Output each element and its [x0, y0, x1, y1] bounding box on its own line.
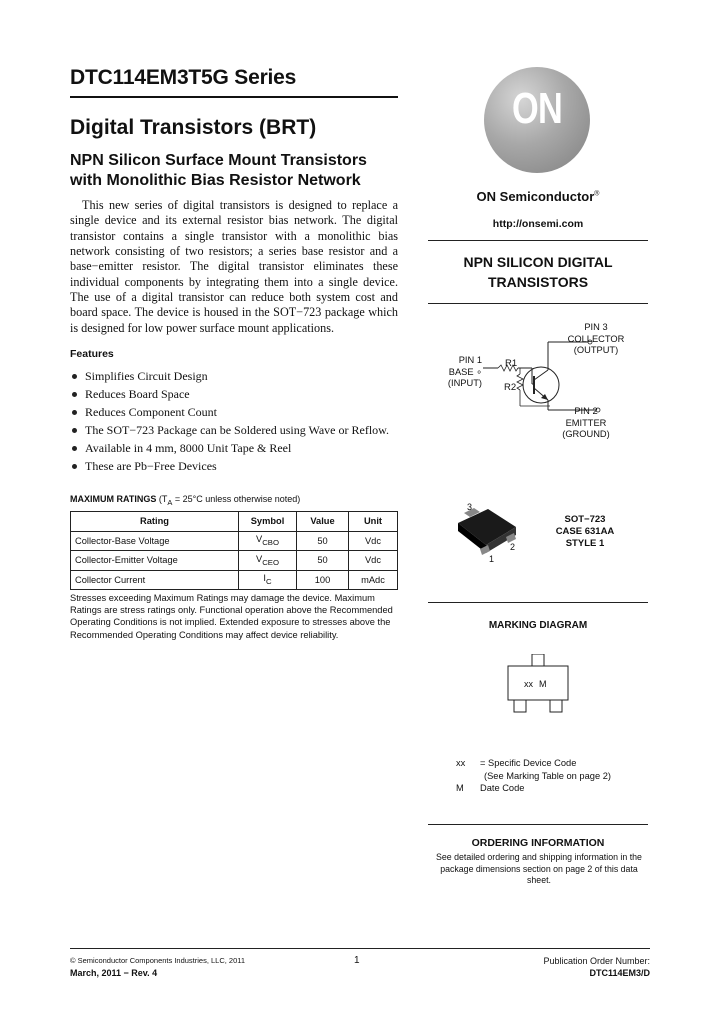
bullet-icon — [72, 428, 77, 433]
table-row — [71, 551, 398, 571]
ordering-text: See detailed ordering and shipping information in the package dimensions section on page 2 of this data sheet. — [436, 852, 642, 885]
pub-label: Publication Order Number: — [543, 956, 650, 966]
sot723-package-icon — [440, 495, 540, 565]
intro-text: This new series of digital transistors is designed to replace a single device and its external resistor bias network. The digital transistor contains a single transistor with a monolithic bias network consisting of two resistors; a series base resistor and a base−emitter resistor. The digital transistor eliminates these individual components by integrating them into a single device. The use of a digital transistor can reduce both system cost and board space. The device is housed in the SOT−723 package which is designed for low power surface mount applications. — [70, 198, 398, 335]
cell-unit: Vdc — [349, 551, 398, 571]
pin1-label — [438, 355, 482, 390]
legend-text: (See Marking Table on page 2) — [484, 770, 611, 781]
page-subtitle — [70, 151, 410, 191]
symbol-main: V — [256, 553, 263, 564]
features-list — [70, 367, 400, 475]
feature-text: Available in 4 mm, 8000 Unit Tape & Reel — [85, 440, 292, 455]
features-heading: Features — [70, 348, 114, 360]
package-style: STYLE 1 — [565, 538, 605, 549]
cell-unit: mAdc — [349, 570, 398, 590]
cell-unit: Vdc — [349, 531, 398, 551]
divider — [428, 303, 648, 304]
series-title: DTC114EM3T5G Series — [70, 66, 297, 89]
pin3-name: COLLECTOR — [567, 333, 625, 344]
pin1-name: BASE ∘ — [448, 366, 482, 377]
pin3-func: (OUTPUT) — [573, 345, 619, 355]
product-line-2: TRANSISTORS — [487, 274, 589, 290]
package-info — [540, 514, 630, 550]
legend-key: xx — [456, 758, 466, 768]
cell-rating: Collector-Base Voltage — [71, 531, 239, 551]
pin2-label — [548, 406, 624, 441]
company-name — [468, 189, 608, 204]
condition-post: = 25°C unless otherwise noted) — [172, 494, 301, 504]
condition-pre: (T — [158, 494, 168, 504]
list-item — [70, 385, 400, 403]
marking-heading: MARKING DIAGRAM — [488, 620, 588, 631]
cell-value: 50 — [297, 551, 349, 571]
footer-divider — [70, 948, 650, 949]
table-row — [71, 570, 398, 590]
table-header-row — [71, 512, 398, 532]
publication-number — [500, 955, 650, 979]
table-row — [71, 531, 398, 551]
symbol-sub: CBO — [262, 538, 279, 548]
symbol-main: I — [263, 573, 266, 584]
subtitle-line-1: NPN Silicon Surface Mount Transistors — [70, 152, 367, 169]
marking-legend — [456, 757, 611, 795]
legend-row — [456, 757, 611, 770]
ratings-heading — [70, 494, 300, 507]
marking-m: M — [539, 679, 547, 689]
legend-text: = Specific Device Code — [480, 758, 577, 768]
intro-paragraph — [70, 198, 398, 336]
list-item — [70, 421, 400, 439]
footer-copyright: © Semiconductor Components Industries, LLC, 2011 — [70, 956, 246, 965]
symbol-main: V — [256, 534, 263, 545]
condition-sub: A — [167, 497, 173, 507]
pin1-func: (INPUT) — [447, 378, 482, 388]
feature-text: Reduces Board Space — [85, 386, 190, 401]
cell-symbol — [239, 531, 297, 551]
footer-date-rev: March, 2011 − Rev. 4 — [70, 968, 158, 978]
r2-label: R2 — [504, 382, 517, 393]
pkg-pin-1: 1 — [489, 554, 495, 564]
legend-text: Date Code — [480, 783, 525, 793]
bullet-icon — [72, 410, 77, 415]
r1-label: R1 — [505, 358, 518, 369]
package-case: CASE 631AA — [555, 526, 615, 537]
cell-rating: Collector-Emitter Voltage — [71, 551, 239, 571]
cell-value: 100 — [297, 570, 349, 590]
ordering-heading: ORDERING INFORMATION — [471, 837, 605, 849]
pin1-num: PIN 1 — [458, 355, 482, 365]
registered-mark: ® — [594, 190, 600, 198]
bullet-icon — [72, 464, 77, 469]
pin3-label — [558, 322, 634, 357]
product-heading — [440, 252, 636, 292]
ratings-condition — [158, 494, 301, 507]
ratings-table — [70, 511, 398, 590]
symbol-sub: C — [265, 577, 272, 587]
cell-symbol — [239, 551, 297, 571]
company-url[interactable]: http://onsemi.com — [492, 218, 584, 230]
feature-text: Simplifies Circuit Design — [85, 368, 208, 383]
legend-row — [456, 770, 611, 783]
list-item — [70, 439, 400, 457]
pin2-num: PIN 2 — [574, 406, 598, 416]
subtitle-line-2: with Monolithic Bias Resistor Network — [70, 172, 361, 189]
bullet-icon — [72, 392, 77, 397]
col-value: Value — [297, 512, 349, 532]
ratings-title: MAXIMUM RATINGS — [70, 494, 157, 504]
pub-number: DTC114EM3/D — [589, 968, 650, 978]
pin3-num: PIN 3 — [584, 322, 608, 332]
header-divider — [70, 96, 398, 98]
col-symbol: Symbol — [239, 512, 297, 532]
package-name: SOT−723 — [564, 514, 606, 525]
bullet-icon — [72, 446, 77, 451]
company-text: ON Semiconductor — [476, 189, 595, 204]
pin2-func: (GROUND) — [562, 429, 610, 439]
logo-text: ON — [512, 84, 562, 133]
feature-text: Reduces Component Count — [85, 404, 217, 419]
divider — [428, 240, 648, 241]
list-item — [70, 367, 400, 385]
cell-value: 50 — [297, 531, 349, 551]
pin2-name: EMITTER — [565, 417, 607, 428]
list-item — [70, 403, 400, 421]
product-line-1: NPN SILICON DIGITAL — [463, 254, 613, 270]
col-rating: Rating — [71, 512, 239, 532]
divider — [428, 602, 648, 603]
stress-note: Stresses exceeding Maximum Ratings may damage the device. Maximum Ratings are stress ratings only. Functional operation above the Recommended Operating Conditions is not implied. Extended exposure to stresses above the Recommended Operating Conditions may affect device reliability. — [70, 593, 393, 640]
legend-row — [456, 782, 611, 795]
col-unit: Unit — [349, 512, 398, 532]
marking-code: xx — [524, 679, 533, 689]
divider — [428, 824, 648, 825]
bullet-icon — [72, 374, 77, 379]
feature-text: The SOT−723 Package can be Soldered using Wave or Reflow. — [85, 422, 390, 437]
symbol-sub: CEO — [262, 557, 279, 567]
page-number: 1 — [354, 955, 360, 966]
pkg-pin-2: 2 — [510, 542, 516, 552]
feature-text: These are Pb−Free Devices — [85, 458, 217, 473]
legend-key: M — [456, 783, 464, 793]
list-item — [70, 457, 400, 475]
marking-diagram-icon — [506, 654, 570, 714]
cell-symbol — [239, 570, 297, 590]
page-title: Digital Transistors (BRT) — [70, 116, 317, 139]
cell-rating: Collector Current — [71, 570, 239, 590]
pkg-pin-3: 3 — [467, 502, 473, 512]
